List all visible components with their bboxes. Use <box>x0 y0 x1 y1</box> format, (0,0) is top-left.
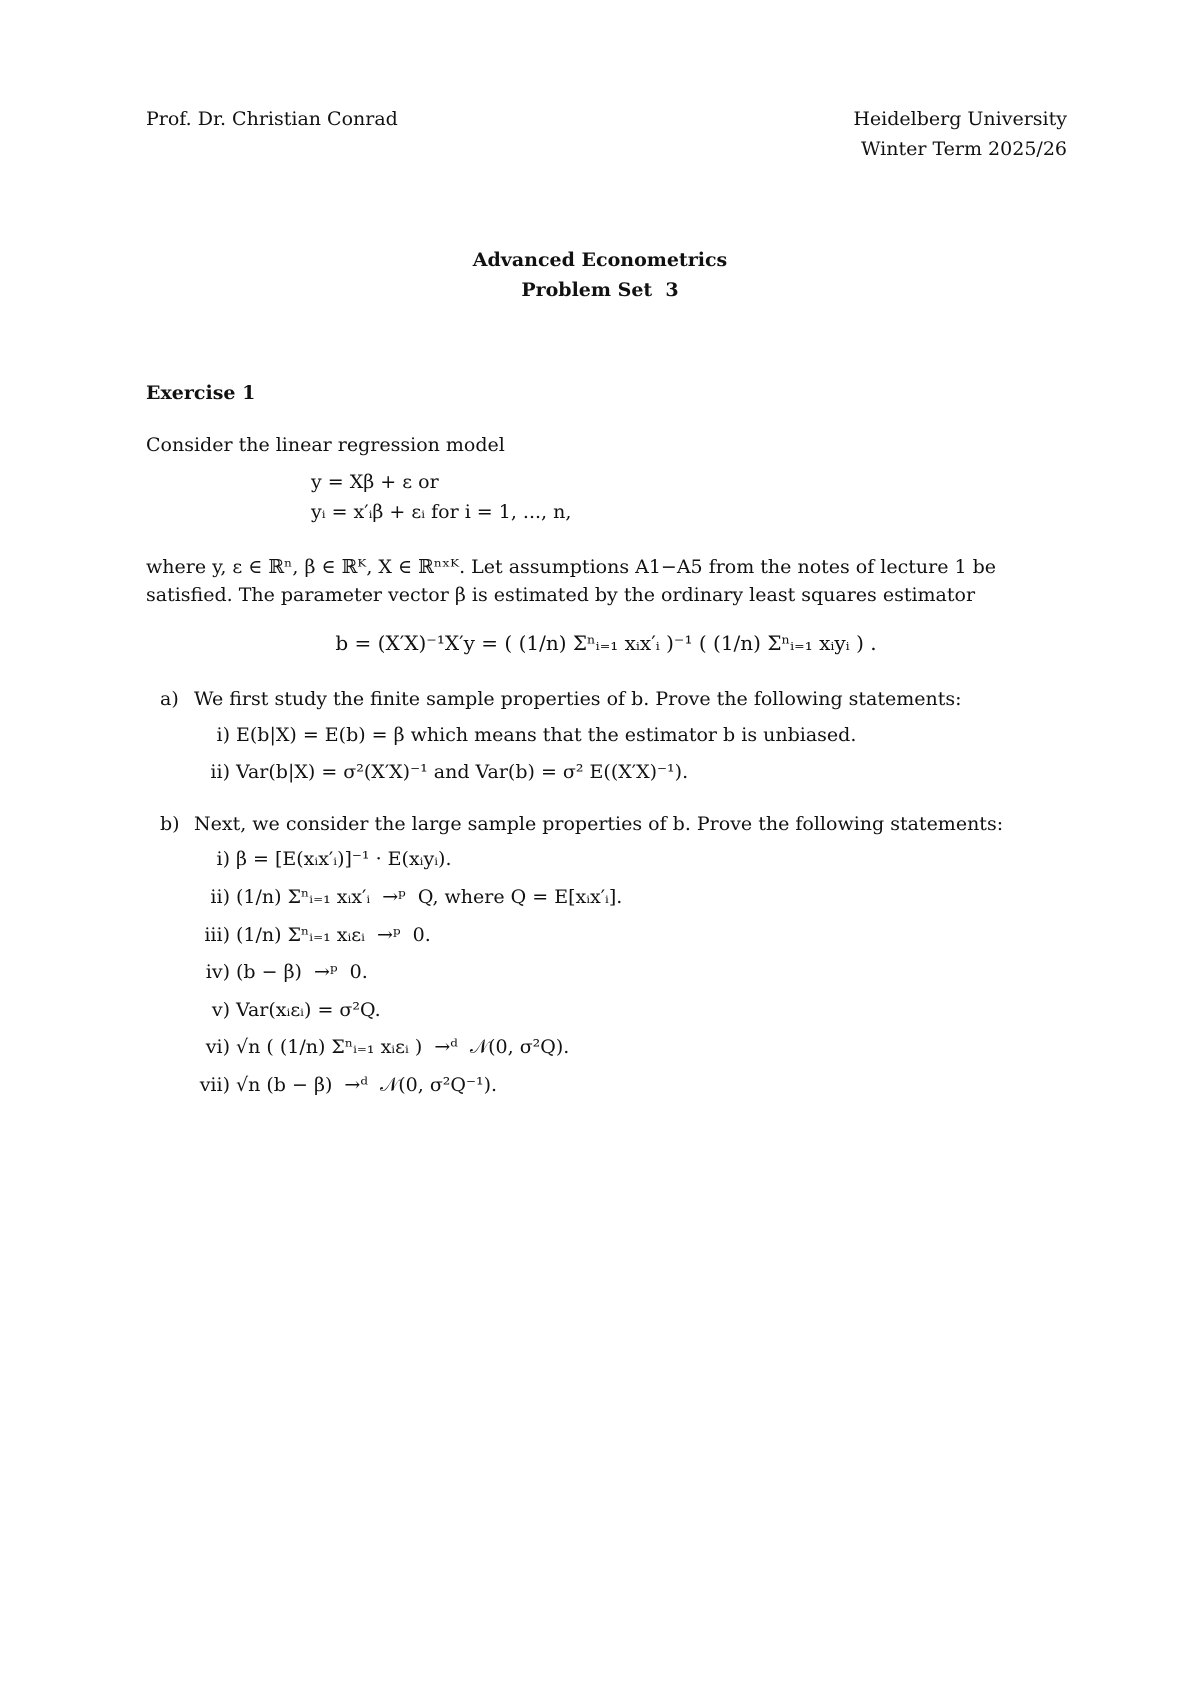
list-item <box>194 1072 1066 1100</box>
item-text: E(b|X) = E(b) = β which means that the estimator b is unbiased. <box>236 723 857 746</box>
list-item <box>194 922 1066 950</box>
list-item <box>194 959 1066 987</box>
list-item <box>194 884 1066 912</box>
part-b-label: b) <box>160 812 180 835</box>
part-b-text: Next, we consider the large sample properties of b. Prove the following statements: <box>194 812 1004 835</box>
exercise-intro: Consider the linear regression model <box>146 433 505 456</box>
item-label: vii) <box>199 1073 230 1096</box>
item-label: ii) <box>210 886 230 909</box>
item-label: ii) <box>210 761 230 784</box>
item-text: Var(b|X) = σ²(X′X)⁻¹ and Var(b) = σ² E((X′X)⁻¹). <box>236 761 689 784</box>
item-label: iv) <box>205 961 230 984</box>
document-title <box>0 247 1200 306</box>
institution-block <box>853 106 1067 165</box>
item-text: (1/n) Σⁿᵢ₌₁ xᵢx′ᵢ →ᵖ Q, where Q = E[xᵢx′ᵢ]. <box>236 886 623 909</box>
part-b <box>146 811 1066 1099</box>
item-label: i) <box>216 723 230 746</box>
assumptions-paragraph: where y, ε ∈ ℝⁿ, β ∈ ℝᴷ, X ∈ ℝⁿˣᴷ. Let assumptions A1−A5 from the notes of lecture 1 be satisfied. The parameter vector β is estimated by the ordinary least squares estimator <box>146 556 997 606</box>
part-a-items <box>194 722 1066 787</box>
institution: Heidelberg University <box>853 108 1067 130</box>
part-a <box>146 686 1066 787</box>
list-item <box>194 722 1066 750</box>
problem-set-title: Problem Set 3 <box>521 278 679 301</box>
item-text: Var(xᵢεᵢ) = σ²Q. <box>236 998 381 1021</box>
course-title: Advanced Econometrics <box>472 249 728 271</box>
item-label: iii) <box>204 923 230 946</box>
part-b-items <box>194 846 1066 1099</box>
model-equation-vector: y = Xβ + ε or <box>311 471 439 494</box>
exercise-1 <box>146 380 1066 1109</box>
item-text: (1/n) Σⁿᵢ₌₁ xᵢεᵢ →ᵖ 0. <box>236 923 431 946</box>
author: Prof. Dr. Christian Conrad <box>146 108 398 130</box>
term: Winter Term 2025/26 <box>860 137 1067 160</box>
item-label: i) <box>216 848 230 871</box>
item-label: vi) <box>205 1036 230 1059</box>
item-text: √n ( (1/n) Σⁿᵢ₌₁ xᵢεᵢ ) →ᵈ 𝒩(0, σ²Q). <box>236 1036 570 1059</box>
part-a-label: a) <box>160 688 179 711</box>
list-item <box>194 759 1066 787</box>
item-text: β = [E(xᵢx′ᵢ)]⁻¹ · E(xᵢyᵢ). <box>236 848 452 871</box>
list-item <box>194 846 1066 874</box>
model-equation-scalar: yᵢ = x′ᵢβ + εᵢ for i = 1, ..., n, <box>311 500 572 523</box>
item-label: v) <box>211 998 230 1021</box>
part-a-text: We first study the finite sample properties of b. Prove the following statements: <box>194 688 962 711</box>
model-equations <box>311 469 1066 526</box>
item-text: √n (b − β) →ᵈ 𝒩(0, σ²Q⁻¹). <box>236 1073 498 1096</box>
exercise-title: Exercise 1 <box>146 382 256 404</box>
item-text: (b − β) →ᵖ 0. <box>236 961 368 984</box>
list-item <box>194 997 1066 1025</box>
list-item <box>194 1034 1066 1062</box>
ols-estimator-equation: b = (X′X)⁻¹X′y = ( (1/n) Σⁿᵢ₌₁ xᵢx′ᵢ )⁻¹ ( (1/n) Σⁿᵢ₌₁ xᵢyᵢ ) . <box>335 631 877 656</box>
